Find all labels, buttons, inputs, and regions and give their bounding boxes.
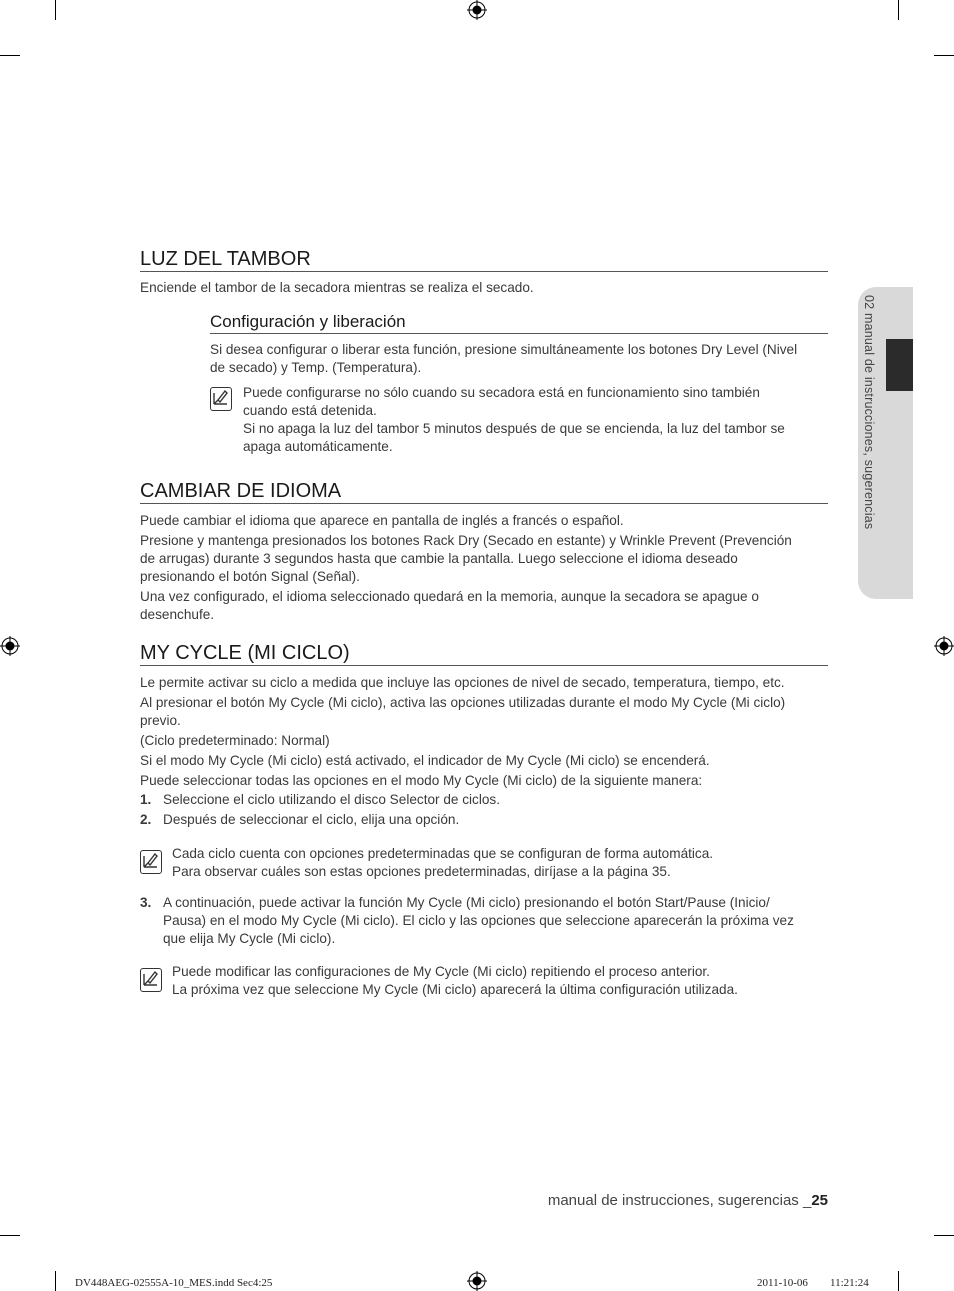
step-text: Después de seleccionar el ciclo, elija una opción. bbox=[163, 812, 460, 827]
text-line: apaga automáticamente. bbox=[243, 439, 393, 454]
paragraph-mycycle bbox=[140, 674, 785, 790]
print-slug-date: 2011-10-06 bbox=[757, 1277, 808, 1289]
section-title-mycycle: MY CYCLE (MI CICLO) bbox=[140, 641, 828, 666]
registration-mark-icon bbox=[934, 636, 954, 656]
registration-mark-icon bbox=[467, 1271, 487, 1291]
crop-mark bbox=[898, 1271, 899, 1291]
crop-mark bbox=[934, 55, 954, 56]
crop-mark bbox=[55, 0, 56, 20]
text-line: Puede cambiar el idioma que aparece en pantalla de inglés a francés o español. bbox=[140, 513, 624, 528]
text-line: de secado) y Temp. (Temperatura). bbox=[210, 360, 422, 375]
step-number: 2. bbox=[140, 812, 152, 827]
registration-mark-icon bbox=[0, 636, 20, 656]
text-line: Al presionar el botón My Cycle (Mi ciclo), activa las opciones utilizadas durante el modo My Cycle (Mi ciclo) bbox=[140, 695, 786, 710]
registration-mark-icon bbox=[467, 0, 487, 20]
crop-mark bbox=[0, 55, 20, 56]
text-line: Le permite activar su ciclo a medida que incluye las opciones de nivel de secado, temperatura, tiempo, etc. bbox=[140, 675, 785, 690]
text-line: Si el modo My Cycle (Mi ciclo) está activado, el indicador de My Cycle (Mi ciclo) se encenderá. bbox=[140, 753, 710, 768]
text-line: Pausa) en el modo My Cycle (Mi ciclo). El ciclo y las opciones que seleccione aparecerán la próxima vez bbox=[163, 913, 794, 928]
text-line: previo. bbox=[140, 713, 181, 728]
note-pencil-icon bbox=[210, 387, 232, 411]
text-line: de arrugas) durante 3 segundos hasta que cambie la pantalla. Luego seleccione el idioma deseado bbox=[140, 551, 738, 566]
text-line: Si no apaga la luz del tambor 5 minutos después de que se encienda, la luz del tambor se bbox=[243, 421, 785, 436]
text-line: La próxima vez que seleccione My Cycle (Mi ciclo) aparecerá la última configuración utilizada. bbox=[172, 982, 738, 997]
text-line: A continuación, puede activar la función My Cycle (Mi ciclo) presionando el botón Start/Pause (Inicio/ bbox=[163, 895, 770, 910]
text-line: Si desea configurar o liberar esta función, presione simultáneamente los botones Dry Level (Nivel bbox=[210, 342, 798, 357]
text-line: desenchufe. bbox=[140, 607, 215, 622]
chapter-tab-marker bbox=[886, 339, 913, 391]
text-line: que elija My Cycle (Mi ciclo). bbox=[163, 931, 336, 946]
page-number: 25 bbox=[811, 1192, 828, 1209]
crop-mark bbox=[898, 0, 899, 20]
section-title-idioma: CAMBIAR DE IDIOMA bbox=[140, 479, 828, 504]
text-line: cuando está detenida. bbox=[243, 403, 377, 418]
text-line: (Ciclo predeterminado: Normal) bbox=[140, 733, 330, 748]
step-number: 1. bbox=[140, 792, 152, 807]
text-line: Para observar cuáles son estas opciones predeterminadas, diríjase a la página 35. bbox=[172, 864, 671, 879]
print-slug-time: 11:21:24 bbox=[830, 1277, 869, 1289]
section-title-luz: LUZ DEL TAMBOR bbox=[140, 247, 828, 272]
page-footer bbox=[548, 1192, 828, 1209]
text-line: presionando el botón Signal (Señal). bbox=[140, 569, 360, 584]
paragraph-config bbox=[210, 341, 797, 377]
step-number: 3. bbox=[140, 895, 152, 910]
footer-text: manual de instrucciones, sugerencias _ bbox=[547, 1192, 812, 1209]
note-luz bbox=[243, 384, 785, 456]
step-text bbox=[163, 894, 794, 948]
chapter-tab-label: 02 manual de instrucciones, sugerencias bbox=[862, 295, 876, 530]
crop-mark bbox=[55, 1271, 56, 1291]
paragraph-idioma bbox=[140, 512, 792, 624]
text-line: Una vez configurado, el idioma seleccionado quedará en la memoria, aunque la secadora se apague o bbox=[140, 589, 759, 604]
print-slug-file: DV448AEG-02555A-10_MES.indd Sec4:25 bbox=[75, 1277, 273, 1289]
text-line: Puede configurarse no sólo cuando su secadora está en funcionamiento sino también bbox=[243, 385, 760, 400]
step-text: Seleccione el ciclo utilizando el disco Selector de ciclos. bbox=[163, 792, 500, 807]
note-mycycle-defaults bbox=[172, 845, 713, 881]
note-pencil-icon bbox=[140, 968, 162, 992]
text-line: Puede modificar las configuraciones de My Cycle (Mi ciclo) repitiendo el proceso anterior. bbox=[172, 964, 710, 979]
crop-mark bbox=[934, 1235, 954, 1236]
section-intro-luz: Enciende el tambor de la secadora mientras se realiza el secado. bbox=[140, 280, 534, 295]
text-line: Puede seleccionar todas las opciones en el modo My Cycle (Mi ciclo) de la siguiente manera: bbox=[140, 773, 703, 788]
subsection-title-config: Configuración y liberación bbox=[210, 311, 828, 334]
text-line: Presione y mantenga presionados los botones Rack Dry (Secado en estante) y Wrinkle Prevent (Prevención bbox=[140, 533, 792, 548]
note-pencil-icon bbox=[140, 850, 162, 874]
text-line: Cada ciclo cuenta con opciones predeterminadas que se configuran de forma automática. bbox=[172, 846, 714, 861]
note-mycycle-modify bbox=[172, 963, 738, 999]
crop-mark bbox=[0, 1235, 20, 1236]
